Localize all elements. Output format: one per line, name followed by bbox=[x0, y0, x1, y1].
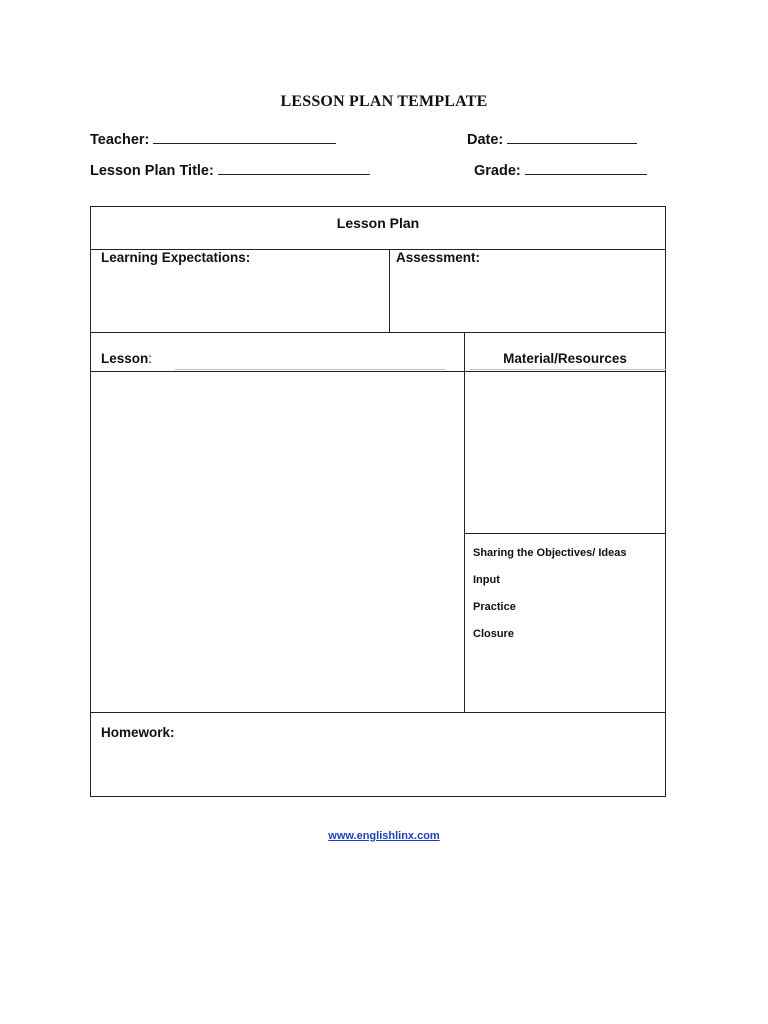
divider bbox=[90, 712, 666, 713]
assessment-label: Assessment: bbox=[396, 250, 481, 265]
lesson-title-line[interactable] bbox=[218, 162, 370, 175]
step-closure: Closure bbox=[473, 628, 514, 640]
step-input: Input bbox=[473, 574, 500, 586]
lesson-plan-heading: Lesson Plan bbox=[336, 215, 420, 231]
date-label: Date: bbox=[467, 132, 504, 148]
footer-link[interactable]: www.englishlinx.com bbox=[328, 830, 440, 842]
teacher-line[interactable] bbox=[153, 131, 336, 144]
grade-line[interactable] bbox=[525, 162, 647, 175]
divider bbox=[90, 371, 666, 372]
lesson-label-text: Lesson bbox=[101, 351, 149, 366]
teacher-label: Teacher: bbox=[90, 132, 150, 148]
lesson-plan-table bbox=[90, 206, 666, 797]
learning-expectations-label: Learning Expectations: bbox=[101, 250, 251, 265]
divider bbox=[90, 332, 666, 333]
divider bbox=[464, 533, 666, 534]
lesson-label-colon: : bbox=[148, 351, 153, 366]
lesson-label bbox=[101, 351, 152, 366]
date-line[interactable] bbox=[507, 131, 637, 144]
lesson-title-field[interactable] bbox=[90, 162, 370, 179]
grade-field[interactable] bbox=[474, 162, 647, 179]
divider bbox=[464, 332, 465, 712]
step-sharing-objectives: Sharing the Objectives/ Ideas bbox=[473, 547, 627, 559]
lesson-title-label: Lesson Plan Title: bbox=[90, 163, 214, 179]
teacher-field[interactable] bbox=[90, 131, 336, 148]
divider bbox=[175, 369, 445, 370]
divider bbox=[470, 369, 666, 370]
divider bbox=[389, 249, 390, 332]
page-title: LESSON PLAN TEMPLATE bbox=[280, 93, 488, 110]
materials-resources-label: Material/Resources bbox=[503, 351, 627, 366]
grade-label: Grade: bbox=[474, 163, 521, 179]
homework-label: Homework: bbox=[101, 725, 175, 740]
step-practice: Practice bbox=[473, 601, 516, 613]
date-field[interactable] bbox=[467, 131, 637, 148]
